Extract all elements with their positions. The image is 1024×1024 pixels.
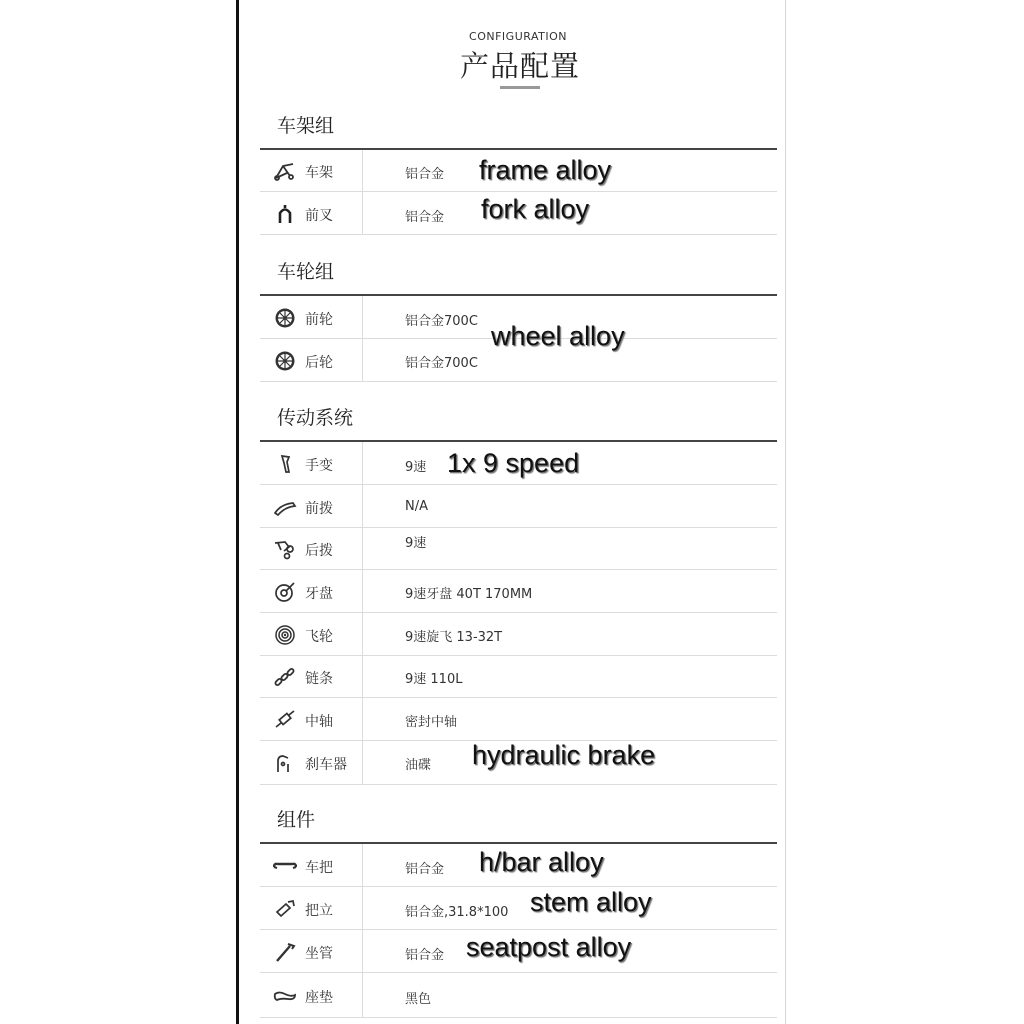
section-title-components: 组件 — [277, 809, 316, 831]
page-header — [0, 0, 1024, 100]
spec-value: 铝合金700C — [405, 314, 478, 329]
spec-value: 铝合金 — [405, 948, 445, 963]
spec-value: 9速 — [405, 536, 427, 551]
shifter-icon — [272, 452, 298, 476]
bottom-bracket-icon — [272, 708, 298, 732]
wheel-icon — [272, 306, 298, 330]
annotation-fork: fork alloy — [481, 194, 590, 224]
saddle-icon — [272, 984, 298, 1008]
spec-row-crankset — [260, 570, 777, 613]
header-subtitle: CONFIGURATION — [469, 30, 567, 43]
annotation-seatpost: seatpost alloy — [466, 932, 632, 962]
annotation-frame: frame alloy — [479, 155, 612, 185]
rear-derailleur-icon — [272, 537, 298, 561]
annotation-wheel: wheel alloy — [491, 321, 625, 351]
spec-value: 铝合金700C — [405, 356, 478, 371]
spec-label: 牙盘 — [305, 586, 333, 602]
spec-label: 刹车器 — [305, 757, 347, 773]
annotation-stem: stem alloy — [530, 887, 652, 917]
seatpost-icon — [272, 940, 298, 964]
spec-label: 车把 — [305, 860, 333, 876]
annotation-brake: hydraulic brake — [472, 740, 656, 770]
spec-label: 坐管 — [305, 946, 333, 962]
spec-value: 油碟 — [405, 758, 432, 773]
spec-label: 把立 — [305, 903, 333, 919]
spec-value: 铝合金 — [405, 862, 445, 877]
spec-value: 铝合金 — [405, 210, 445, 225]
spec-value: N/A — [405, 499, 428, 514]
stem-icon — [272, 897, 298, 921]
page-title: 产品配置 — [459, 49, 580, 83]
annotation-hbar: h/bar alloy — [479, 847, 604, 877]
cassette-icon — [272, 623, 298, 647]
spec-label: 前轮 — [305, 312, 333, 328]
spec-label: 后拨 — [305, 543, 333, 559]
handlebar-icon — [272, 854, 298, 878]
spec-value: 铝合金 — [405, 167, 445, 182]
chain-icon — [272, 665, 298, 689]
section-title-frame-group: 车架组 — [277, 115, 335, 137]
spec-row-cassette — [260, 613, 777, 656]
spec-row-saddle — [260, 973, 777, 1018]
spec-value: 黑色 — [405, 992, 432, 1007]
crankset-icon — [272, 580, 298, 604]
spec-value: 密封中轴 — [405, 715, 458, 730]
spec-row-bottom-bracket — [260, 698, 777, 741]
spec-label: 飞轮 — [305, 629, 333, 645]
spec-value: 铝合金,31.8*100 — [405, 905, 509, 920]
section-title-drivetrain: 传动系统 — [277, 407, 354, 429]
spec-value: 9速 110L — [405, 672, 463, 687]
spec-label: 后轮 — [305, 355, 333, 371]
spec-row-chain — [260, 656, 777, 698]
right-border — [785, 0, 786, 1024]
spec-label: 座垫 — [305, 990, 333, 1006]
left-border — [236, 0, 239, 1024]
spec-value: 9速旋飞 13-32T — [405, 630, 503, 645]
brake-icon — [272, 751, 298, 775]
spec-label: 链条 — [305, 671, 333, 687]
spec-value: 9速牙盘 40T 170MM — [405, 587, 533, 602]
spec-row-rear-derailleur — [260, 528, 777, 570]
spec-row-front-derailleur — [260, 485, 777, 528]
bike-frame-icon — [272, 159, 298, 183]
section-title-wheel-group: 车轮组 — [277, 261, 335, 283]
wheel-icon — [272, 349, 298, 373]
spec-value: 9速 — [405, 460, 427, 475]
header-underline — [500, 86, 540, 89]
spec-label: 前拨 — [305, 501, 333, 517]
annotation-speed: 1x 9 speed — [447, 448, 580, 478]
spec-label: 手变 — [305, 458, 333, 474]
spec-label: 中轴 — [305, 714, 333, 730]
front-derailleur-icon — [272, 495, 298, 519]
front-fork-icon — [272, 202, 298, 226]
spec-label: 车架 — [305, 165, 333, 181]
spec-label: 前叉 — [305, 208, 333, 224]
spec-row-stem — [260, 887, 777, 930]
